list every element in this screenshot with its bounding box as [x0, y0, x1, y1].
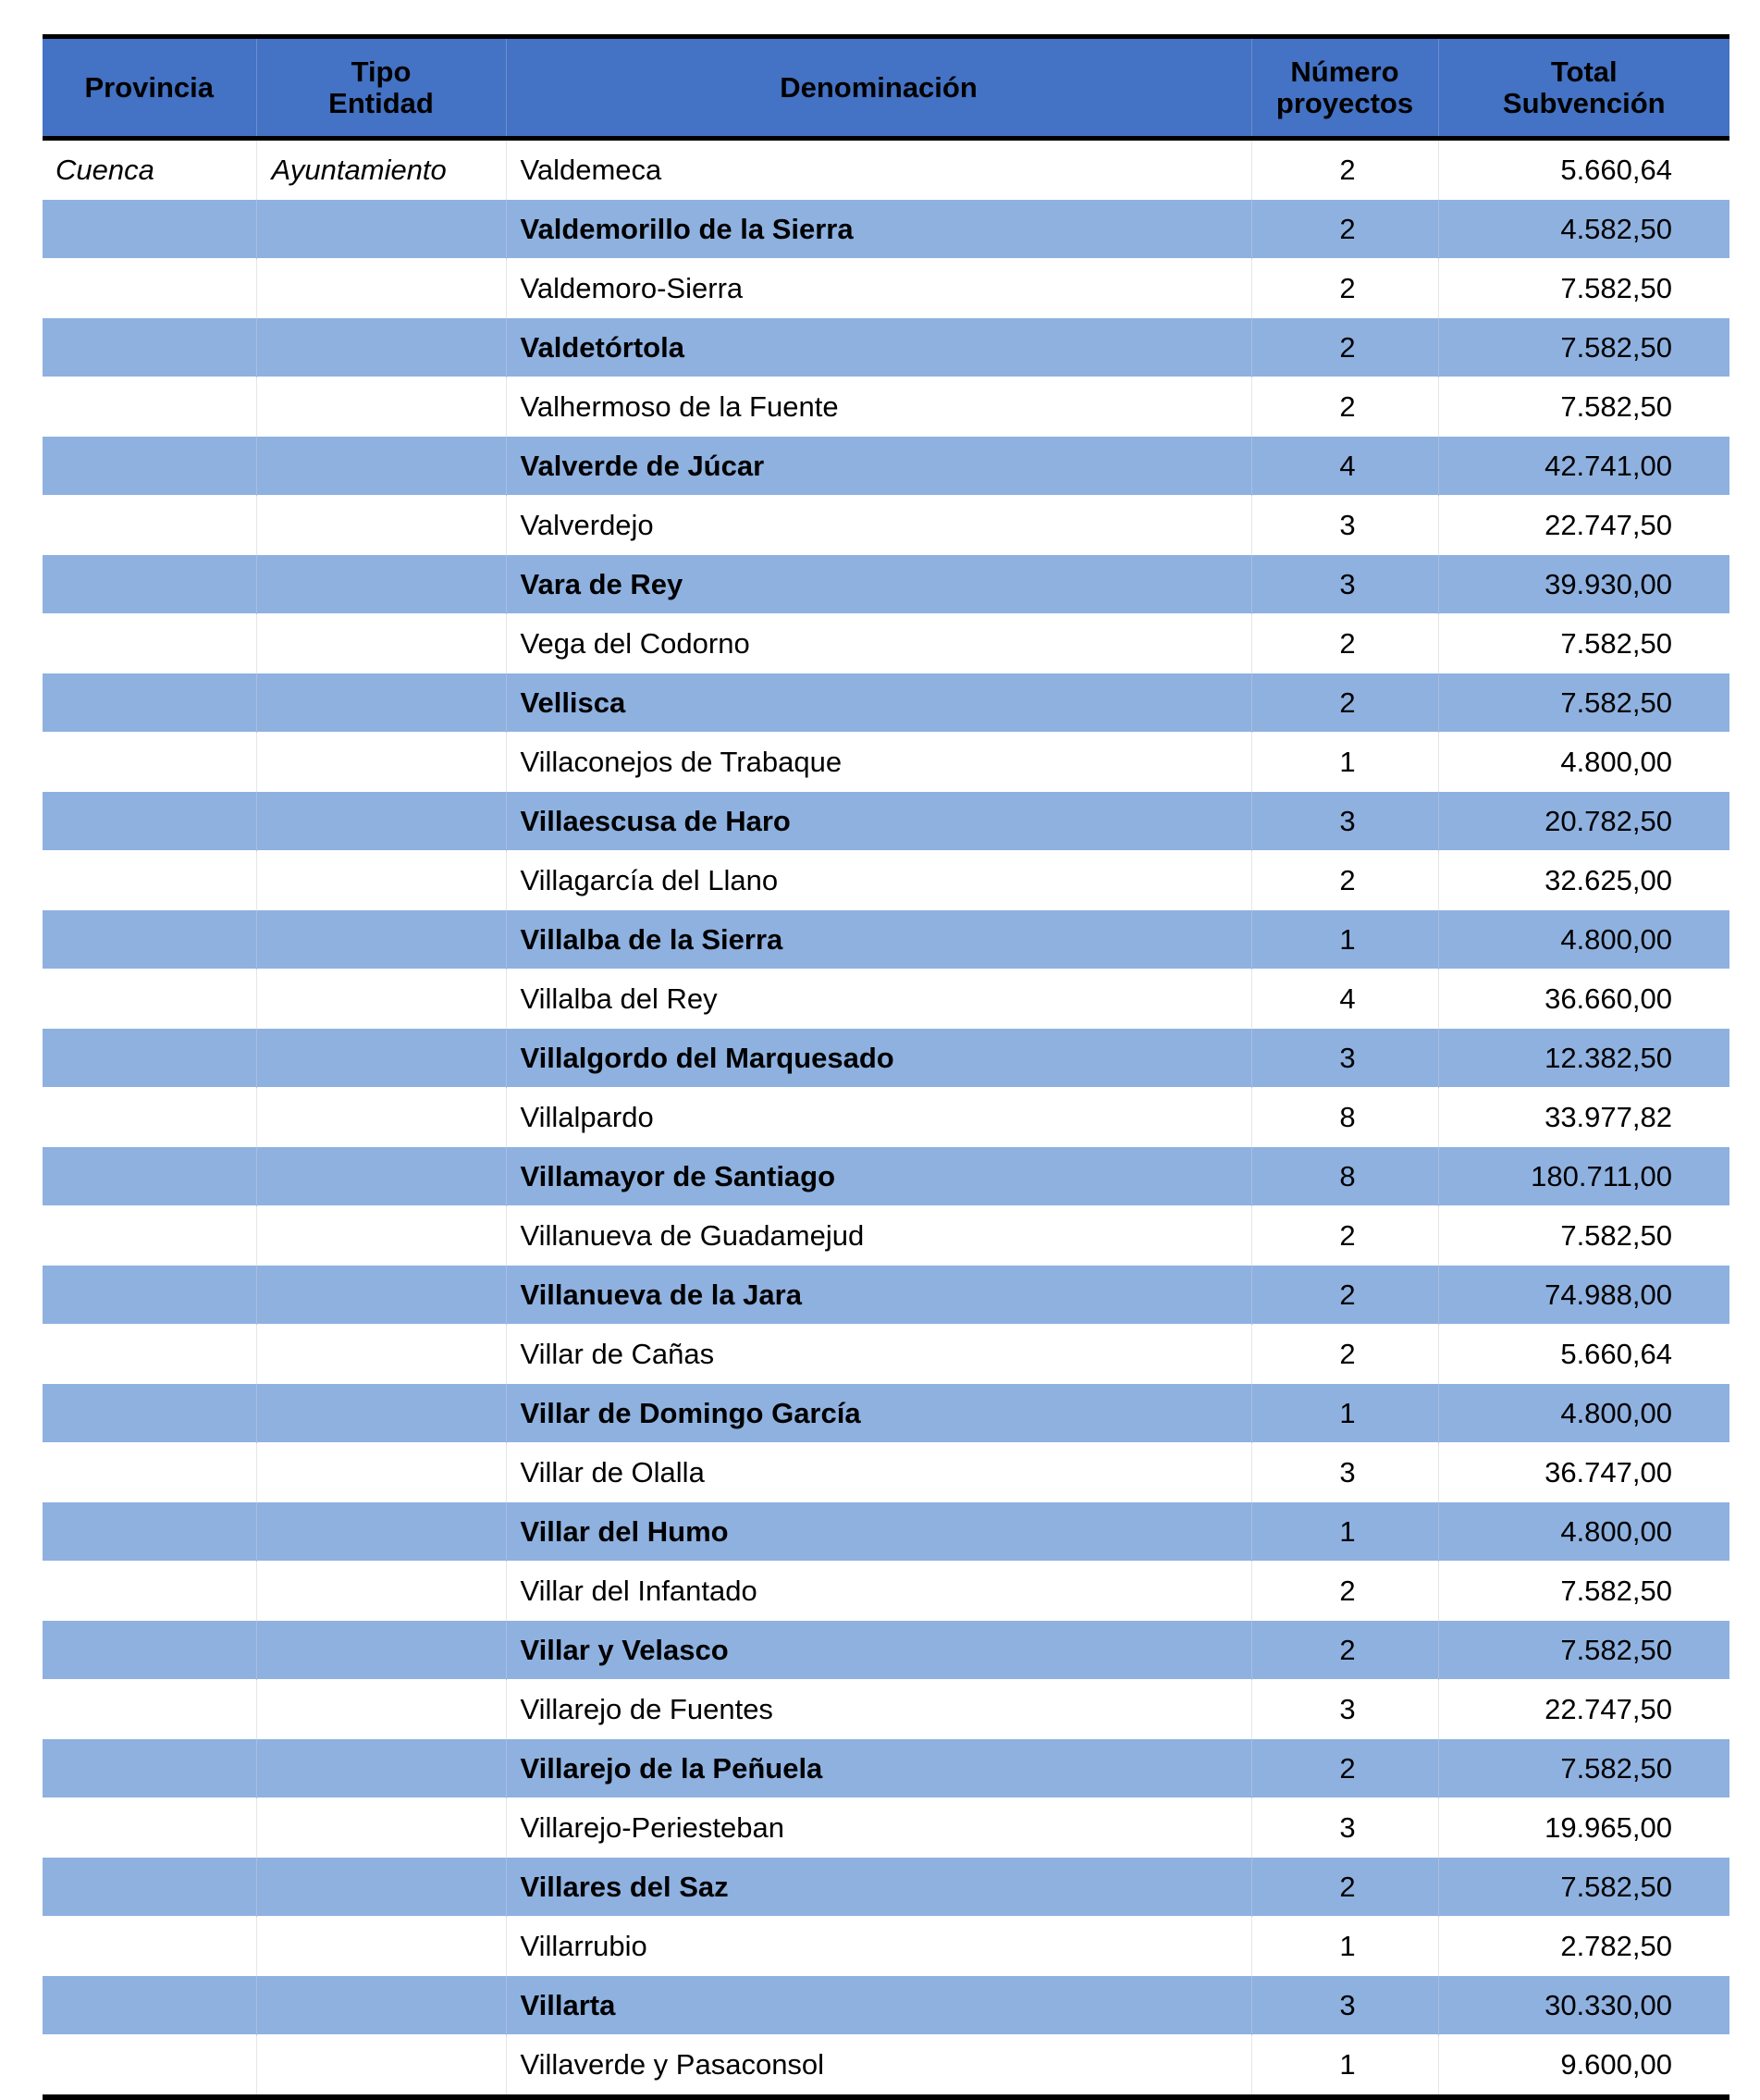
cell-tipo-entidad [256, 1858, 506, 1917]
cell-total-subvencion: 7.582,50 [1438, 1206, 1729, 1266]
cell-denominacion: Valverdejo [506, 496, 1251, 555]
cell-total-subvencion: 36.747,00 [1438, 1443, 1729, 1502]
cell-numero-proyectos: 1 [1251, 910, 1438, 970]
cell-provincia [43, 1798, 256, 1858]
table-row [43, 1443, 1729, 1502]
cell-total-subvencion: 4.800,00 [1438, 733, 1729, 792]
cell-provincia [43, 733, 256, 792]
cell-tipo-entidad [256, 1147, 506, 1206]
table-row [43, 200, 1729, 259]
table-row [43, 614, 1729, 673]
table-row [43, 851, 1729, 910]
cell-denominacion: Villalba de la Sierra [506, 910, 1251, 970]
table-row [43, 673, 1729, 733]
cell-numero-proyectos: 3 [1251, 1680, 1438, 1739]
cell-provincia [43, 555, 256, 614]
cell-denominacion: Villarejo de Fuentes [506, 1680, 1251, 1739]
cell-total-subvencion: 7.582,50 [1438, 673, 1729, 733]
cell-total-subvencion: 33.977,82 [1438, 1088, 1729, 1147]
cell-total-subvencion: 30.330,00 [1438, 1976, 1729, 2035]
header-tipo-entidad: Tipo Entidad [256, 39, 506, 136]
cell-denominacion: Villaescusa de Haro [506, 792, 1251, 851]
cell-denominacion: Valverde de Júcar [506, 437, 1251, 496]
cell-total-subvencion: 12.382,50 [1438, 1029, 1729, 1088]
cell-total-subvencion: 7.582,50 [1438, 1739, 1729, 1798]
cell-numero-proyectos: 1 [1251, 1502, 1438, 1562]
cell-total-subvencion: 180.711,00 [1438, 1147, 1729, 1206]
cell-provincia [43, 1325, 256, 1384]
cell-tipo-entidad [256, 496, 506, 555]
cell-provincia [43, 1976, 256, 2035]
table-row [43, 555, 1729, 614]
cell-numero-proyectos: 1 [1251, 1917, 1438, 1976]
cell-provincia [43, 1384, 256, 1443]
cell-provincia [43, 2035, 256, 2094]
cell-tipo-entidad [256, 1917, 506, 1976]
cell-total-subvencion: 39.930,00 [1438, 555, 1729, 614]
cell-denominacion: Villagarcía del Llano [506, 851, 1251, 910]
cell-numero-proyectos: 3 [1251, 1443, 1438, 1502]
cell-tipo-entidad [256, 1798, 506, 1858]
cell-tipo-entidad [256, 673, 506, 733]
cell-tipo-entidad [256, 1384, 506, 1443]
cell-total-subvencion: 22.747,50 [1438, 1680, 1729, 1739]
cell-tipo-entidad [256, 910, 506, 970]
cell-denominacion: Villar del Infantado [506, 1562, 1251, 1621]
table-header [43, 39, 1729, 136]
cell-total-subvencion: 20.782,50 [1438, 792, 1729, 851]
cell-total-subvencion: 42.741,00 [1438, 437, 1729, 496]
cell-total-subvencion: 5.660,64 [1438, 141, 1729, 200]
table-row [43, 318, 1729, 377]
cell-provincia [43, 1739, 256, 1798]
cell-provincia [43, 1502, 256, 1562]
table-row [43, 2035, 1729, 2094]
cell-total-subvencion: 19.965,00 [1438, 1798, 1729, 1858]
header-provincia: Provincia [43, 39, 256, 136]
table-row [43, 377, 1729, 437]
cell-denominacion: Villalgordo del Marquesado [506, 1029, 1251, 1088]
cell-denominacion: Vara de Rey [506, 555, 1251, 614]
cell-tipo-entidad [256, 1088, 506, 1147]
cell-denominacion: Valdemoro-Sierra [506, 259, 1251, 318]
cell-numero-proyectos: 8 [1251, 1088, 1438, 1147]
cell-denominacion: Villar de Domingo García [506, 1384, 1251, 1443]
cell-provincia [43, 1562, 256, 1621]
cell-total-subvencion: 7.582,50 [1438, 1562, 1729, 1621]
cell-total-subvencion: 7.582,50 [1438, 1621, 1729, 1680]
cell-provincia [43, 200, 256, 259]
cell-numero-proyectos: 1 [1251, 1384, 1438, 1443]
cell-total-subvencion: 9.600,00 [1438, 2035, 1729, 2094]
cell-numero-proyectos: 3 [1251, 1976, 1438, 2035]
cell-denominacion: Villarrubio [506, 1917, 1251, 1976]
cell-provincia: Cuenca [43, 141, 256, 200]
cell-tipo-entidad [256, 970, 506, 1029]
cell-numero-proyectos: 2 [1251, 1206, 1438, 1266]
cell-provincia [43, 792, 256, 851]
header-total-subvencion: Total Subvención [1438, 39, 1729, 136]
cell-tipo-entidad [256, 733, 506, 792]
cell-tipo-entidad [256, 851, 506, 910]
cell-total-subvencion: 4.800,00 [1438, 1502, 1729, 1562]
cell-numero-proyectos: 2 [1251, 1621, 1438, 1680]
cell-denominacion: Villanueva de la Jara [506, 1266, 1251, 1325]
cell-numero-proyectos: 4 [1251, 437, 1438, 496]
cell-total-subvencion: 36.660,00 [1438, 970, 1729, 1029]
cell-denominacion: Villar y Velasco [506, 1621, 1251, 1680]
cell-denominacion: Villarejo-Periesteban [506, 1798, 1251, 1858]
table-row [43, 792, 1729, 851]
cell-total-subvencion: 7.582,50 [1438, 614, 1729, 673]
cell-provincia [43, 673, 256, 733]
table-row [43, 910, 1729, 970]
cell-denominacion: Villarejo de la Peñuela [506, 1739, 1251, 1798]
cell-provincia [43, 496, 256, 555]
cell-provincia [43, 1858, 256, 1917]
table-row [43, 1680, 1729, 1739]
cell-numero-proyectos: 2 [1251, 377, 1438, 437]
table-bottom-rule [43, 2094, 1729, 2100]
cell-numero-proyectos: 2 [1251, 1266, 1438, 1325]
cell-tipo-entidad [256, 614, 506, 673]
table-row [43, 1147, 1729, 1206]
table-row [43, 733, 1729, 792]
cell-numero-proyectos: 3 [1251, 1798, 1438, 1858]
cell-tipo-entidad [256, 2035, 506, 2094]
cell-tipo-entidad [256, 1502, 506, 1562]
cell-denominacion: Villanueva de Guadamejud [506, 1206, 1251, 1266]
cell-numero-proyectos: 2 [1251, 259, 1438, 318]
table-row [43, 1976, 1729, 2035]
cell-tipo-entidad [256, 1029, 506, 1088]
cell-numero-proyectos: 2 [1251, 318, 1438, 377]
cell-total-subvencion: 7.582,50 [1438, 1858, 1729, 1917]
cell-numero-proyectos: 3 [1251, 792, 1438, 851]
cell-tipo-entidad [256, 1680, 506, 1739]
cell-provincia [43, 910, 256, 970]
cell-provincia [43, 1088, 256, 1147]
cell-provincia [43, 1917, 256, 1976]
cell-numero-proyectos: 1 [1251, 733, 1438, 792]
cell-numero-proyectos: 2 [1251, 1739, 1438, 1798]
table-row [43, 259, 1729, 318]
cell-denominacion: Villalpardo [506, 1088, 1251, 1147]
cell-provincia [43, 1029, 256, 1088]
cell-numero-proyectos: 2 [1251, 851, 1438, 910]
cell-total-subvencion: 5.660,64 [1438, 1325, 1729, 1384]
cell-denominacion: Villar de Cañas [506, 1325, 1251, 1384]
cell-tipo-entidad [256, 1976, 506, 2035]
cell-provincia [43, 1680, 256, 1739]
cell-tipo-entidad [256, 1325, 506, 1384]
table-row [43, 1917, 1729, 1976]
cell-provincia [43, 1443, 256, 1502]
cell-tipo-entidad [256, 1206, 506, 1266]
cell-total-subvencion: 4.800,00 [1438, 1384, 1729, 1443]
cell-tipo-entidad [256, 1443, 506, 1502]
cell-numero-proyectos: 3 [1251, 1029, 1438, 1088]
table-body [43, 141, 1729, 2094]
cell-denominacion: Valdemeca [506, 141, 1251, 200]
table-row [43, 1502, 1729, 1562]
cell-provincia [43, 259, 256, 318]
cell-total-subvencion: 4.800,00 [1438, 910, 1729, 970]
cell-numero-proyectos: 2 [1251, 200, 1438, 259]
cell-total-subvencion: 32.625,00 [1438, 851, 1729, 910]
cell-numero-proyectos: 8 [1251, 1147, 1438, 1206]
table-row [43, 1325, 1729, 1384]
cell-total-subvencion: 2.782,50 [1438, 1917, 1729, 1976]
cell-tipo-entidad [256, 792, 506, 851]
header-denominacion: Denominación [506, 39, 1251, 136]
cell-total-subvencion: 74.988,00 [1438, 1266, 1729, 1325]
cell-total-subvencion: 7.582,50 [1438, 259, 1729, 318]
table-row [43, 1562, 1729, 1621]
cell-provincia [43, 437, 256, 496]
cell-total-subvencion: 22.747,50 [1438, 496, 1729, 555]
cell-numero-proyectos: 2 [1251, 614, 1438, 673]
table-row [43, 1088, 1729, 1147]
table-row [43, 1858, 1729, 1917]
cell-numero-proyectos: 1 [1251, 2035, 1438, 2094]
cell-provincia [43, 970, 256, 1029]
cell-denominacion: Vega del Codorno [506, 614, 1251, 673]
cell-numero-proyectos: 2 [1251, 1858, 1438, 1917]
cell-tipo-entidad [256, 200, 506, 259]
cell-denominacion: Valdemorillo de la Sierra [506, 200, 1251, 259]
subsidy-table [43, 34, 1729, 2100]
cell-provincia [43, 1621, 256, 1680]
cell-denominacion: Villamayor de Santiago [506, 1147, 1251, 1206]
cell-tipo-entidad [256, 259, 506, 318]
cell-denominacion: Vellisca [506, 673, 1251, 733]
cell-numero-proyectos: 4 [1251, 970, 1438, 1029]
cell-tipo-entidad [256, 377, 506, 437]
cell-tipo-entidad [256, 1562, 506, 1621]
cell-denominacion: Villar de Olalla [506, 1443, 1251, 1502]
table-row [43, 1384, 1729, 1443]
table-row [43, 1798, 1729, 1858]
cell-tipo-entidad: Ayuntamiento [256, 141, 506, 200]
cell-numero-proyectos: 2 [1251, 673, 1438, 733]
cell-provincia [43, 1266, 256, 1325]
table-row [43, 1621, 1729, 1680]
cell-numero-proyectos: 2 [1251, 1325, 1438, 1384]
cell-provincia [43, 1147, 256, 1206]
table-row [43, 1029, 1729, 1088]
cell-numero-proyectos: 2 [1251, 141, 1438, 200]
cell-numero-proyectos: 3 [1251, 496, 1438, 555]
cell-denominacion: Villalba del Rey [506, 970, 1251, 1029]
table-row [43, 1739, 1729, 1798]
cell-denominacion: Villar del Humo [506, 1502, 1251, 1562]
cell-denominacion: Villaconejos de Trabaque [506, 733, 1251, 792]
cell-tipo-entidad [256, 555, 506, 614]
table-row [43, 437, 1729, 496]
cell-tipo-entidad [256, 1739, 506, 1798]
cell-total-subvencion: 7.582,50 [1438, 377, 1729, 437]
cell-denominacion: Villarta [506, 1976, 1251, 2035]
cell-total-subvencion: 4.582,50 [1438, 200, 1729, 259]
table-row [43, 141, 1729, 200]
cell-provincia [43, 614, 256, 673]
cell-numero-proyectos: 3 [1251, 555, 1438, 614]
cell-provincia [43, 1206, 256, 1266]
table-row [43, 1206, 1729, 1266]
table-row [43, 970, 1729, 1029]
cell-denominacion: Valhermoso de la Fuente [506, 377, 1251, 437]
cell-numero-proyectos: 2 [1251, 1562, 1438, 1621]
table-row [43, 496, 1729, 555]
cell-tipo-entidad [256, 318, 506, 377]
cell-denominacion: Villares del Saz [506, 1858, 1251, 1917]
table-row [43, 1266, 1729, 1325]
cell-denominacion: Villaverde y Pasaconsol [506, 2035, 1251, 2094]
cell-provincia [43, 377, 256, 437]
cell-total-subvencion: 7.582,50 [1438, 318, 1729, 377]
cell-provincia [43, 851, 256, 910]
cell-denominacion: Valdetórtola [506, 318, 1251, 377]
cell-tipo-entidad [256, 1621, 506, 1680]
header-numero-proyectos: Número proyectos [1251, 39, 1438, 136]
cell-tipo-entidad [256, 437, 506, 496]
cell-provincia [43, 318, 256, 377]
cell-tipo-entidad [256, 1266, 506, 1325]
